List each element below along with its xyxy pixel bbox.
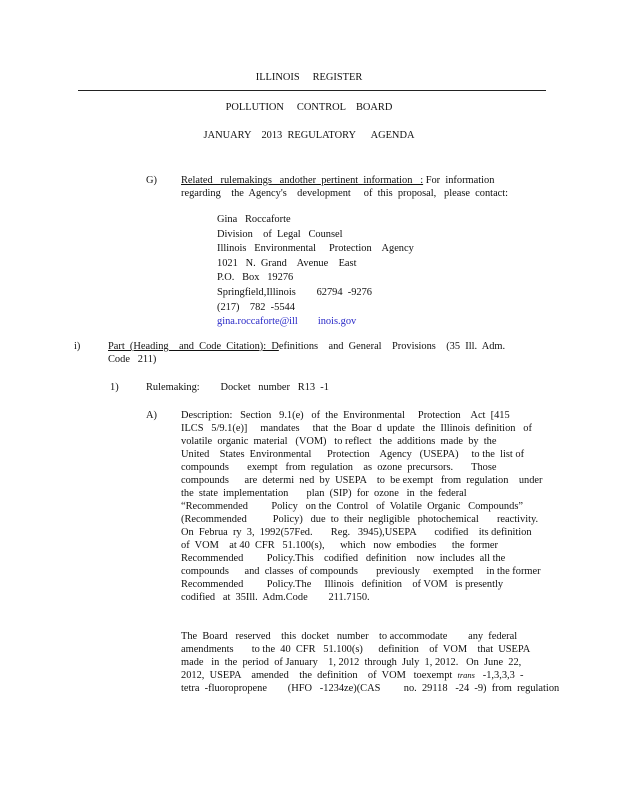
description-paragraph (181, 409, 543, 604)
para2-line4-head: 2012, USEPA amended the definition of VOM toexempt (181, 670, 453, 681)
description-line: ILCS 5/9.1(e)] mandates that the Boar d update the Illinois definition of (181, 423, 532, 434)
contact-line: (217) 782 -5544 (217, 301, 295, 313)
part-i-heading-line2: Code 211) (108, 354, 157, 365)
description-line: Recommended Policy.This codified definition now includes all the (181, 553, 506, 564)
contact-line: Illinois Environmental Protection Agency (217, 243, 414, 255)
description-line: compounds and classes of compounds previously exempted in the former (181, 566, 541, 577)
contact-email-link[interactable] (217, 315, 414, 330)
description-line: of VOM at 40 CFR 51.100(s), which now embodies the former (181, 540, 498, 551)
description-line: Recommended Policy.The Illinois definition of VOM is presently (181, 579, 504, 590)
item-a-marker: A) (146, 410, 157, 421)
paragraph-line: amendments to the 40 CFR 51.100(s) definition of VOM that USEPA (181, 644, 531, 655)
description-line: the state implementation plan (SIP) for ozone in the federal (181, 488, 467, 499)
item-1-marker: 1) (110, 382, 119, 393)
description-line: United States Environmental Protection Agency (USEPA) to the list of (181, 449, 525, 460)
part-i-marker: i) (74, 341, 81, 352)
email-part-a[interactable]: gina.roccaforte@ill (217, 316, 298, 328)
paragraph-line: made in the period of January 1, 2012 through July 1, 2012. On June 22, (181, 657, 522, 668)
description-line: “Recommended Policy on the Control of Volatile Organic Compounds” (181, 501, 523, 512)
part-i-heading (108, 340, 505, 353)
paragraph-line: The Board reserved this docket number to accommodate any federal (181, 631, 518, 642)
para2-line4-tail: -1,3,3,3 - (474, 670, 524, 681)
contact-line: Division of Legal Counsel (217, 228, 343, 240)
section-g-marker: G) (146, 175, 157, 186)
header-divider (78, 90, 546, 91)
section-g-lead-rest: For information (423, 175, 495, 186)
description-line: compounds are determi ned by USEPA to be exempt from regulation under (181, 475, 543, 486)
contact-block (217, 213, 414, 330)
description-line: volatile organic material (VOM) to reflect the additions made by the (181, 436, 497, 447)
section-g-lead (181, 174, 494, 187)
description-line: compounds exempt from regulation as ozone precursors. Those (181, 462, 497, 473)
description-line: Description: Section 9.1(e) of the Environmental Protection Act [415 (181, 410, 510, 421)
contact-line: P.O. Box 19276 (217, 272, 294, 284)
description-line: (Recommended Policy) due to their negligible photochemical reactivity. (181, 514, 539, 525)
contact-line: Gina Roccaforte (217, 214, 291, 225)
board-title: POLLUTION CONTROL BOARD (225, 102, 393, 113)
rulemaking-docket: Rulemaking: Docket number R13 -1 (146, 382, 329, 393)
contact-line: Springfield,Illinois 62794 -9276 (217, 286, 372, 298)
description-line: codified at 35Ill. Adm.Code 211.7150. (181, 592, 370, 603)
trans-italic: trans (457, 670, 475, 680)
part-i-heading-underlined: Part (Heading and Code Citation): D (108, 341, 279, 352)
description-line: On Februa ry 3, 1992(57Fed. Reg. 3945),USEPA codified its definition (181, 527, 532, 538)
board-reserved-paragraph (181, 630, 559, 695)
paragraph-line: tetra -fluoropropene (HFO -1234ze)(CAS no. 29118 -24 -9) from regulation (181, 683, 560, 694)
email-part-b[interactable]: inois.gov (317, 316, 357, 328)
section-g-lead-underlined: Related rulemakings andother pertinent information : (181, 175, 424, 186)
register-title: ILLINOIS REGISTER (255, 72, 363, 83)
paragraph-line (181, 669, 559, 682)
agenda-title: JANUARY 2013 REGULATORY AGENDA (203, 130, 415, 141)
part-i-heading-rest: efinitions and General Provisions (35 Ill. Adm. (278, 341, 506, 352)
section-g-line2: regarding the Agency's development of this proposal, please contact: (181, 188, 509, 199)
contact-line: 1021 N. Grand Avenue East (217, 257, 357, 269)
